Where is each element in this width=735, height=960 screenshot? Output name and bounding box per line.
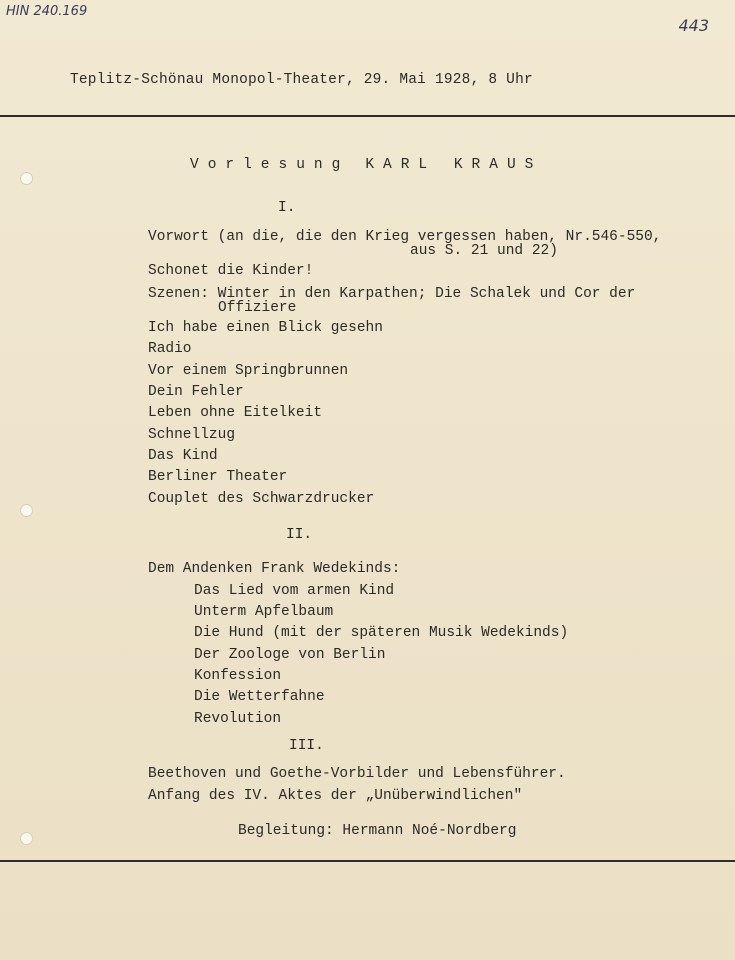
program-item: Das Lied vom armen Kind xyxy=(194,583,395,599)
accompaniment: Begleitung: Hermann Noé-Nordberg xyxy=(238,823,517,839)
program-item: Beethoven und Goethe-Vorbilder und Lebensführer. xyxy=(148,766,566,782)
title-name: KARL KRAUS xyxy=(365,157,543,173)
program-item: Couplet des Schwarzdrucker xyxy=(148,491,375,507)
program-item: Radio xyxy=(148,341,192,357)
program-item: Vorwort (an die, die den Krieg vergessen haben, Nr.546-550, xyxy=(148,229,662,245)
program-item: Die Hund (mit der späteren Musik Wedekinds) xyxy=(194,625,569,641)
program-item: Schnellzug xyxy=(148,427,236,443)
program-item: Dein Fehler xyxy=(148,384,244,400)
program-item: aus S. 21 und 22) xyxy=(410,243,558,259)
section-two-numeral: II. xyxy=(286,527,313,543)
program-item: Unterm Apfelbaum xyxy=(194,604,334,620)
page-number: 443 xyxy=(678,16,709,35)
program-item: Der Zoologe von Berlin xyxy=(194,647,386,663)
section-two-intro: Dem Andenken Frank Wedekinds: xyxy=(148,561,401,577)
program-item: Anfang des IV. Aktes der „Unüberwindlichen" xyxy=(148,788,523,804)
program-item: Die Wetterfahne xyxy=(194,689,325,705)
bottom-rule xyxy=(0,860,735,862)
program-item: Das Kind xyxy=(148,448,218,464)
program-item: Revolution xyxy=(194,711,282,727)
program-item: Szenen: Winter in den Karpathen; Die Schalek und Cor der xyxy=(148,286,636,302)
program-item: Schonet die Kinder! xyxy=(148,263,314,279)
punch-hole xyxy=(20,504,33,517)
section-one-numeral: I. xyxy=(278,200,296,216)
archive-id: HIN 240.169 xyxy=(6,4,88,19)
program-item: Vor einem Springbrunnen xyxy=(148,363,349,379)
event-header: Teplitz-Schönau Monopol-Theater, 29. Mai 1928, 8 Uhr xyxy=(70,72,533,88)
program-title xyxy=(190,157,542,173)
punch-hole xyxy=(20,172,33,185)
program-item: Ich habe einen Blick gesehn xyxy=(148,320,383,336)
program-item: Berliner Theater xyxy=(148,469,288,485)
program-item: Konfession xyxy=(194,668,282,684)
section-three-numeral: III. xyxy=(289,738,324,754)
program-item: Offiziere xyxy=(218,300,297,316)
punch-hole xyxy=(20,832,33,845)
top-rule xyxy=(0,115,735,117)
title-prefix: Vorlesung xyxy=(190,157,350,173)
program-item: Leben ohne Eitelkeit xyxy=(148,405,323,421)
